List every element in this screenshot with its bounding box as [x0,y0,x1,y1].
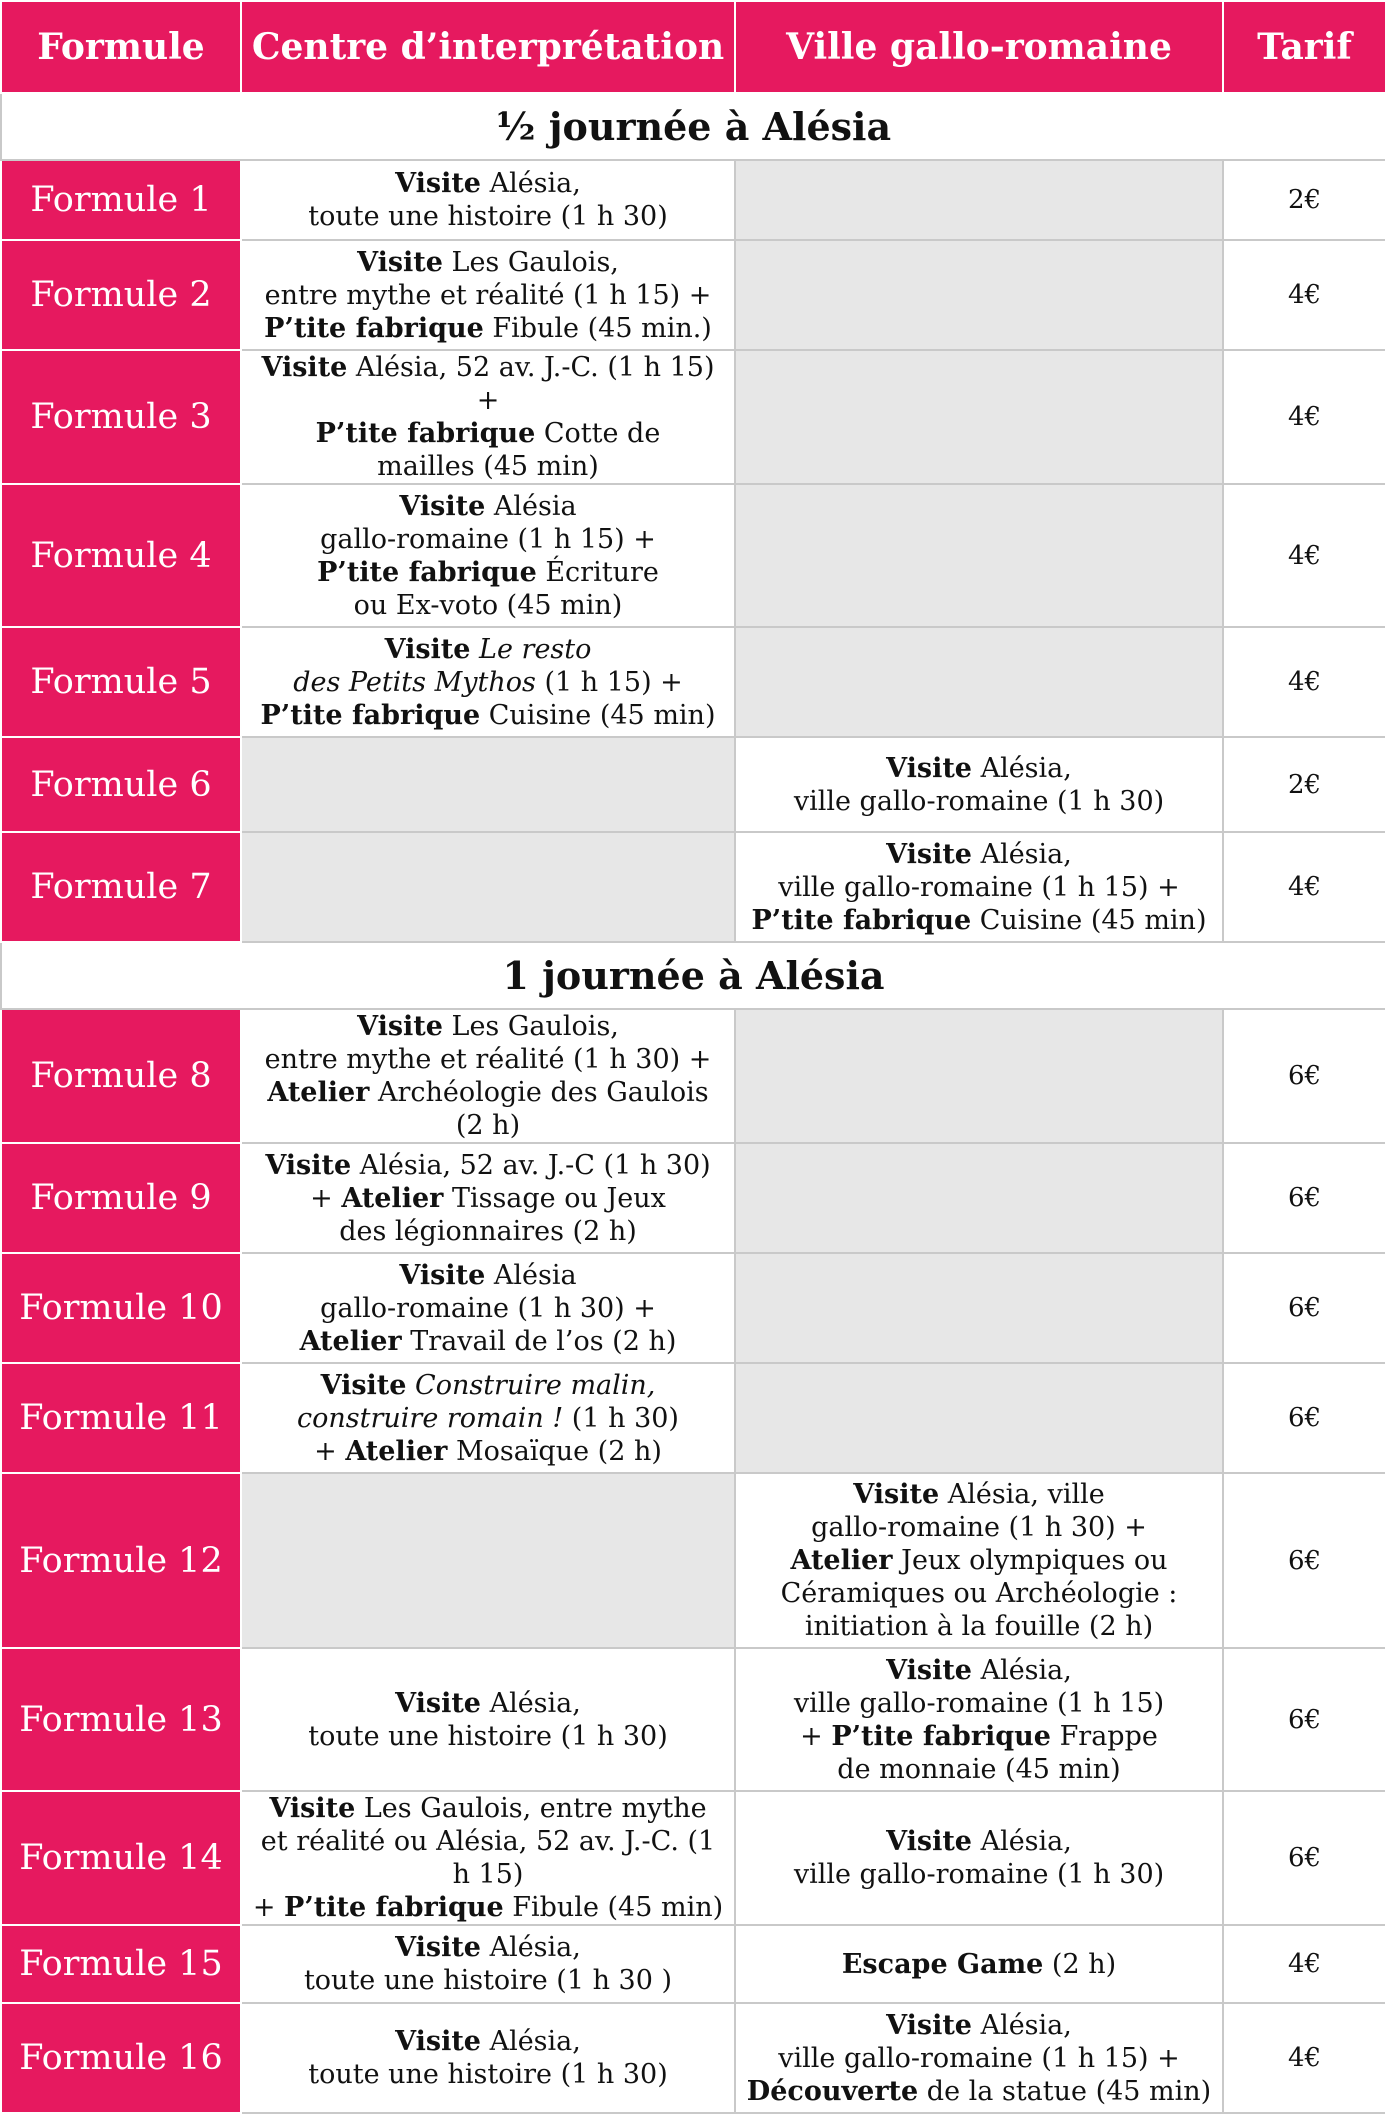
cell-line [744,2009,1214,2042]
table-row [1,1143,1385,1253]
cell-line [744,1858,1214,1891]
tarif-value: 4€ [1223,2003,1385,2113]
text-segment: Visite [269,1793,356,1824]
cell-line [744,1720,1214,1753]
cell-line [250,1891,726,1924]
table-row [1,737,1385,832]
cell-line [744,1544,1214,1577]
centre-cell [241,627,735,737]
cell-line [744,2075,1214,2108]
table-row [1,1648,1385,1791]
text-segment: + [314,1435,346,1467]
cell-line [250,1402,726,1435]
tarif-value: 6€ [1223,1791,1385,1925]
tarif-value: 6€ [1223,1143,1385,1253]
formule-label: Formule 3 [1,350,241,484]
cell-line [250,1369,726,1402]
text-segment: Mosaïque (2 h) [447,1435,662,1467]
cell-line [744,904,1214,937]
tarif-value: 6€ [1223,1648,1385,1791]
text-segment: (1 h 30) [563,1402,679,1434]
text-segment: ville gallo-romaine (1 h 15) [793,1687,1165,1719]
centre-cell [241,1009,735,1143]
cell-line [250,1931,726,1964]
cell-line [250,1720,726,1753]
tarif-value: 4€ [1223,484,1385,627]
text-segment: P’tite fabrique [831,1720,1051,1752]
text-segment: P’tite fabrique [284,1892,504,1923]
cell-line [250,417,726,450]
cell-line [250,1149,726,1182]
table-body [1,93,1385,2113]
cell-line [250,450,726,483]
text-segment: ville gallo-romaine (1 h 15) + [778,2042,1180,2074]
formule-label: Formule 14 [1,1791,241,1925]
centre-cell [241,484,735,627]
text-segment: et réalité ou Alésia, 52 av. J.-C. (1 h 15) [260,1826,716,1890]
centre-cell [241,350,735,484]
ville-cell [735,737,1223,832]
cell-line [744,1825,1214,1858]
cell-line [250,1043,726,1076]
text-segment: des légionnaires (2 h) [339,1215,637,1247]
text-segment: (2 h) [1043,1948,1117,1980]
text-segment: Visite [886,752,972,784]
cell-line [250,556,726,589]
tarif-value: 2€ [1223,160,1385,240]
section-row [1,942,1385,1009]
formule-label: Formule 13 [1,1648,241,1791]
cell-line [744,871,1214,904]
cell-line [250,490,726,523]
text-segment: Alésia, [480,2026,581,2057]
text-segment: ou Ex-voto (45 min) [353,589,623,621]
text-segment: Visite [399,490,486,522]
cell-line [744,1610,1214,1643]
table-row [1,1925,1385,2003]
text-segment: Visite [886,1826,972,1857]
tarif-value: 6€ [1223,1009,1385,1143]
centre-cell [241,1925,735,2003]
text-segment: ville gallo-romaine (1 h 30) [793,1859,1165,1890]
text-segment: Alésia [485,1259,577,1291]
text-segment: Alésia [485,490,577,522]
table-row [1,2003,1385,2113]
text-segment: Visite [261,352,348,383]
tarif-value: 4€ [1223,1925,1385,2003]
ville-cell [735,1363,1223,1473]
text-segment: Visite [265,1149,352,1181]
formule-label: Formule 7 [1,832,241,942]
text-segment: ville gallo-romaine (1 h 15) + [778,871,1180,903]
cell-line [250,351,726,417]
ville-cell [735,1925,1223,2003]
text-segment: Atelier [299,1325,402,1357]
text-segment: construire romain ! [297,1402,564,1434]
table-row [1,350,1385,484]
cell-line [744,785,1214,818]
text-segment: Fibule (45 min) [503,1892,724,1923]
cell-line [250,246,726,279]
cell-line [744,1478,1214,1511]
tarif-value: 6€ [1223,1363,1385,1473]
cell-line [250,1182,726,1215]
table-row [1,1253,1385,1363]
text-segment: Alésia, [480,1687,581,1719]
text-segment [406,1370,415,1401]
text-segment: Tissage ou Jeux [443,1182,666,1214]
text-segment: entre mythe et réalité (1 h 30) + [264,1044,712,1075]
cell-line [250,699,726,732]
tarif-value: 4€ [1223,240,1385,350]
text-segment: toute une histoire (1 h 30) [308,201,668,232]
text-segment: Escape Game [841,1948,1044,1980]
formule-label: Formule 1 [1,160,241,240]
text-segment: Visite [395,2026,481,2057]
cell-line [250,523,726,556]
cell-line [250,1076,726,1142]
text-segment: Visite [395,1932,481,1963]
cell-line [250,2058,726,2091]
table-row [1,484,1385,627]
text-segment: de la statue (45 min) [918,2075,1212,2107]
text-segment: Atelier [790,1545,893,1576]
formule-label: Formule 8 [1,1009,241,1143]
header-ville: Ville gallo-romaine [735,1,1223,93]
text-segment: mailles (45 min) [377,451,599,482]
header-formule: Formule [1,1,241,93]
text-segment: toute une histoire (1 h 30) [308,2059,668,2090]
formule-label: Formule 16 [1,2003,241,2113]
header-tarif: Tarif [1223,1,1385,93]
text-segment: Visite [395,168,481,199]
table-row [1,160,1385,240]
cell-line [250,666,726,699]
text-segment: entre mythe et réalité (1 h 15) + [264,279,712,311]
table-row [1,1009,1385,1143]
text-segment: Visite [886,2009,972,2041]
text-segment: (1 h 15) + [535,666,683,698]
ville-cell [735,1473,1223,1648]
formule-label: Formule 15 [1,1925,241,2003]
text-segment: + [800,1720,832,1752]
text-segment: toute une histoire (1 h 30 ) [303,1965,673,1996]
centre-cell [241,240,735,350]
text-segment: Atelier [341,1182,444,1214]
table-row [1,832,1385,942]
centre-cell [241,1648,735,1791]
cell-line [744,2042,1214,2075]
section-title: ½ journée à Alésia [1,93,1385,160]
formule-label: Formule 5 [1,627,241,737]
table-row [1,1473,1385,1648]
text-segment: Alésia, [971,1654,1072,1686]
formule-label: Formule 10 [1,1253,241,1363]
header-row [1,1,1385,93]
tarif-value: 6€ [1223,1473,1385,1648]
cell-line [250,1215,726,1248]
text-segment: Archéologie des Gaulois (2 h) [369,1077,709,1141]
text-segment: Visite [886,838,972,870]
cell-line [250,2025,726,2058]
tarif-value: 4€ [1223,832,1385,942]
text-segment: ville gallo-romaine (1 h 30) [793,785,1165,817]
cell-line [744,1654,1214,1687]
text-segment: Visite [384,633,471,665]
text-segment: gallo-romaine (1 h 30) + [811,1512,1147,1543]
text-segment: initiation à la fouille (2 h) [804,1611,1154,1642]
centre-cell [241,1363,735,1473]
ville-cell [735,1009,1223,1143]
text-segment: Travail de l’os (2 h) [401,1325,677,1357]
formule-label: Formule 2 [1,240,241,350]
ville-cell [735,1791,1223,1925]
cell-line [250,1964,726,1997]
cell-line [250,312,726,345]
text-segment: Construire malin, [415,1369,656,1401]
cell-line [744,1948,1214,1981]
cell-line [250,1687,726,1720]
tarif-value: 4€ [1223,627,1385,737]
formule-label: Formule 4 [1,484,241,627]
text-segment: Céramiques ou Archéologie : [780,1578,1178,1609]
tarif-value: 6€ [1223,1253,1385,1363]
text-segment: Visite [853,1479,940,1510]
text-segment: Écriture [536,556,659,588]
text-segment: Alésia, 52 av. J.-C. (1 h 15) + [347,352,715,416]
text-segment: Alésia, [971,1826,1072,1857]
cell-line [250,279,726,312]
text-segment: Cotte de [535,418,661,449]
cell-line [250,633,726,666]
centre-cell [241,160,735,240]
header-centre: Centre d’interprétation [241,1,735,93]
ville-cell [735,160,1223,240]
section-row [1,93,1385,160]
centre-cell [241,1791,735,1925]
text-segment: + [252,1892,285,1923]
ville-cell [735,1253,1223,1363]
table-row [1,240,1385,350]
cell-line [250,1259,726,1292]
text-segment: Alésia, [480,168,581,199]
text-segment: + [310,1182,342,1214]
text-segment: Visite [357,246,443,278]
tarif-value: 2€ [1223,737,1385,832]
centre-cell [241,1143,735,1253]
ville-cell [735,350,1223,484]
text-segment: P’tite fabrique [317,556,537,588]
text-segment [470,634,479,665]
text-segment: Découverte [746,2075,919,2107]
text-segment: Les Gaulois, entre mythe [355,1793,707,1824]
cell-line [250,1825,726,1891]
text-segment: Visite [399,1259,486,1291]
section-title: 1 journée à Alésia [1,942,1385,1009]
formule-label: Formule 9 [1,1143,241,1253]
text-segment: gallo-romaine (1 h 15) + [320,523,656,555]
centre-cell [241,2003,735,2113]
ville-cell [735,1648,1223,1791]
text-segment: Alésia, [971,752,1072,784]
cell-line [250,1325,726,1358]
cell-line [744,838,1214,871]
ville-cell [735,2003,1223,2113]
text-segment: Cuisine (45 min) [480,699,716,731]
ville-cell [735,240,1223,350]
text-segment: Fibule (45 min.) [483,312,712,344]
text-segment: des Petits Mythos [293,666,536,698]
text-segment: Alésia, [480,1932,581,1963]
cell-line [250,1292,726,1325]
centre-cell [241,1253,735,1363]
text-segment: toute une histoire (1 h 30) [308,1720,668,1752]
cell-line [250,1792,726,1825]
cell-line [744,1753,1214,1786]
text-segment: Alésia, ville [939,1479,1105,1510]
cell-line [744,1577,1214,1610]
centre-cell [241,1473,735,1648]
text-segment: P’tite fabrique [264,312,484,344]
text-segment: Visite [886,1654,972,1686]
cell-line [250,1435,726,1468]
cell-line [250,589,726,622]
centre-cell [241,832,735,942]
text-segment: gallo-romaine (1 h 30) + [320,1292,656,1324]
ville-cell [735,832,1223,942]
table-row [1,1363,1385,1473]
text-segment: Les Gaulois, [442,246,619,278]
cell-line [250,1010,726,1043]
tarif-value: 4€ [1223,350,1385,484]
text-segment: Jeux olympiques ou [892,1545,1168,1576]
text-segment: Atelier [345,1435,448,1467]
cell-line [250,167,726,200]
formule-label: Formule 6 [1,737,241,832]
ville-cell [735,484,1223,627]
cell-line [250,200,726,233]
centre-cell [241,737,735,832]
text-segment: Alésia, 52 av. J.-C (1 h 30) [351,1149,711,1181]
formule-label: Formule 12 [1,1473,241,1648]
text-segment: Visite [320,1369,407,1401]
text-segment: Les Gaulois, [442,1011,619,1042]
ville-cell [735,627,1223,737]
text-segment: Atelier [267,1077,370,1108]
text-segment: Le resto [479,633,592,665]
text-segment: Visite [395,1687,481,1719]
cell-line [744,1687,1214,1720]
formule-label: Formule 11 [1,1363,241,1473]
text-segment: Cuisine (45 min) [971,904,1207,936]
text-segment: P’tite fabrique [260,699,481,731]
text-segment: Visite [357,1011,443,1042]
text-segment: P’tite fabrique [751,904,972,936]
text-segment: P’tite fabrique [315,418,536,449]
ville-cell [735,1143,1223,1253]
table-row [1,627,1385,737]
cell-line [744,1511,1214,1544]
cell-line [744,752,1214,785]
text-segment: Alésia, [971,2009,1072,2041]
text-segment: Frappe [1050,1720,1158,1752]
text-segment: de monnaie (45 min) [837,1753,1121,1785]
table-row [1,1791,1385,1925]
text-segment: Alésia, [971,838,1072,870]
